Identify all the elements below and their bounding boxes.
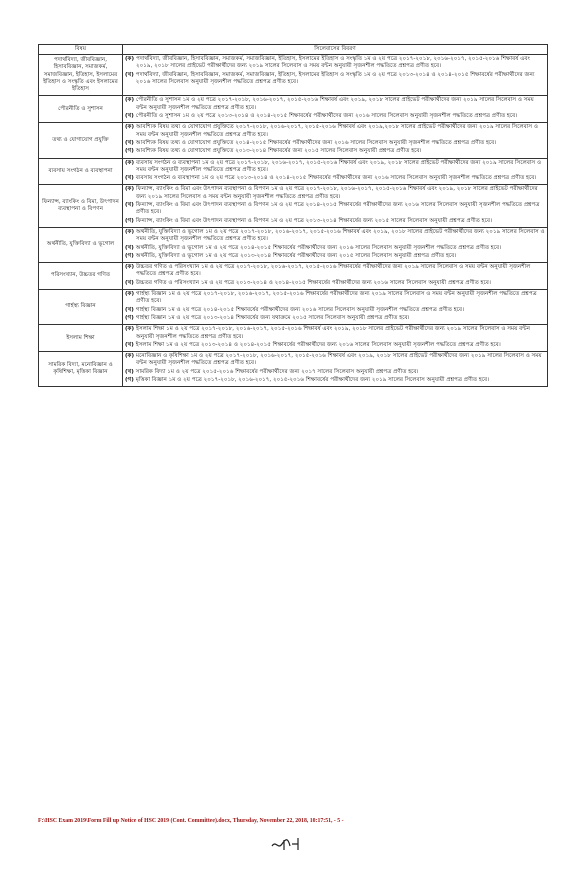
table-row xyxy=(39,185,548,227)
syllabus-item xyxy=(125,253,545,260)
item-label: (ক) xyxy=(125,97,135,104)
item-text: অর্থনীতি, যুক্তিবিদ্যা ও ভূগোল ১ম ও ২য় পত্রে ২০১৭-২০১৮, ২০১৬-২০১৭, ২০১৫-২০১৬ শিক্ষাবর্ষ এবং ২০১৯, ২০১৮ সালের প্রাইভেট পরীক্ষার্থীদের জন্য ২০১৯ সালের সিলেবাস ও সময় বন্টন অনুযায়ী সৃজনশীল পদ্ধতিতে প্রশ্নপত্র প্রণীত হবে। xyxy=(136,228,545,243)
item-label: (গ) xyxy=(125,314,134,321)
item-text: আবশ্যিক বিষয় তথ্য ও যোগাযোগ প্রযুক্তিতে ২০১৩-২০১৪ শিক্ষাবর্ষের জন্য ২০১৫ সালের সিলেবাস অনুযায়ী প্রশ্নপত্র প্রণীত হবে। xyxy=(135,148,422,155)
syllabus-item xyxy=(125,148,545,155)
subject-cell: পদার্থবিদ্যা, জীববিজ্ঞান, হিসাববিজ্ঞান, সমাজকর্ম, সমাজবিজ্ঞান, ইতিহাস, ইসলামের ইতিহাস ও সংস্কৃতি এবং ইসলামের ইতিহাস xyxy=(39,55,123,96)
item-label: (খ) xyxy=(125,71,134,78)
syllabus-details-cell xyxy=(123,325,548,352)
item-text: মনোবিজ্ঞান ও কৃষিশিক্ষা ১ম ও ২য় পত্রে ২০১৭-২০১৮, ২০১৬-২০১৭, ২০১৫-২০১৬ শিক্ষাবর্ষ এবং ২০১৯, ২০১৮ সালের প্রাইভেট পরীক্ষার্থীদের জন্য ২০১৯ সালের সিলেবাস ও সময় বন্টন অনুযায়ী সৃজনশীল পদ্ধতিতে প্রশ্নপত্র প্রণীত হবে। xyxy=(136,353,542,367)
item-text: উচ্চতর গণিত ও পরিসংখ্যান ১ম ও ২য় পত্রে ২০১৩-২০১৪ ও ২০১৪-২০১৫ শিক্ষাবর্ষের পরীক্ষার্থীদের জন্য ২০১৬ সালের সিলেবাস অনুযায়ী প্রশ্নপত্র প্রণীত হবে। xyxy=(135,279,491,286)
item-label: (গ) xyxy=(125,148,134,155)
item-text: গার্হস্থ্য বিজ্ঞান ১ম ও ২য় পত্রে ২০১৪-২০১৫ শিক্ষাবর্ষের পরীক্ষার্থীদের জন্য ২০১৬ সালের সিলেবাস অনুযায়ী সৃজনশীল পদ্ধতিতে প্রশ্নপত্র প্রণীত হবে। xyxy=(135,306,465,313)
syllabus-details-cell xyxy=(123,352,548,387)
syllabus-table xyxy=(38,44,548,387)
item-text: আবশ্যিক বিষয় তথ্য ও যোগাযোগ প্রযুক্তিতে ২০১৭-২০১৮, ২০১৬-২০১৭, ২০১৫-২০১৬ শিক্ষাবর্ষ এবং ২০১৯,২০১৮ সালের প্রাইভেট পরীক্ষার্থীদের জন্য ২০১৯ সালের সিলেবাস ও সময় বন্টন অনুযায়ী সৃজনশীল পদ্ধতিতে প্রশ্নপত্র প্রণীত হবে। xyxy=(136,124,538,138)
syllabus-item xyxy=(125,353,545,368)
item-label: (খ) xyxy=(125,139,134,146)
item-label: (খ) xyxy=(125,175,134,182)
item-text: অর্থনীতি, যুক্তিবিদ্যা ও ভূগোল ১ম ও ২য় পত্রে ২০১৩-২০১৪ শিক্ষাবর্ষের পরীক্ষার্থীদের জন্য ২০১৫ সালের সিলেবাস অনুযায়ী প্রশ্নপত্র প্রণীত হবে। xyxy=(135,252,457,259)
item-label: (গ) xyxy=(125,217,134,224)
table-row xyxy=(39,325,548,352)
subject-cell: ইসলাম শিক্ষা xyxy=(39,325,123,352)
item-label: (ক) xyxy=(125,56,135,62)
subject-cell: পৌরনীতি ও সুশাসন xyxy=(39,96,123,123)
item-text: উচ্চতর গণিত ও পরিসংখ্যান ১ম ও ২য় পত্রে ২০১৭-২০১৮, ২০১৬-২০১৭, ২০১৫-২০১৬ শিক্ষাবর্ষের পরীক্ষার্থীদের জন্য ২০১৯ সালের সিলেবাস ও সময় বন্টন অনুযায়ী সৃজনশীল পদ্ধতিতে প্রশ্নপত্র প্রণীত হবে। xyxy=(136,264,531,278)
item-text: মৃত্তিকা বিজ্ঞান ১ম ও ২য় পত্রে ২০১৭-২০১৮, ২০১৬-২০১৭, ২০১৫-২০১৬ শিক্ষাবর্ষের পরীক্ষার্থীদের জন্য ২০১৯ সালের সিলেবাস অনুযায়ী প্রশ্নপত্র প্রণীত হবে। xyxy=(135,376,490,383)
item-text: সামরিক বিদ্যা ১ম ও ২য় পত্রে ২০১৫-২০১৬ শিক্ষাবর্ষের পরীক্ষার্থীদের জন্য ২০১৭ সালের সিলেবাস অনুযায়ী প্রশ্নপত্র প্রণীত হবে। xyxy=(135,368,419,375)
item-text: আবশ্যিক বিষয় তথ্য ও যোগাযোগ প্রযুক্তিতে ২০১৪-২০১৫ শিক্ষাবর্ষের পরীক্ষার্থীদের জন্য ২০১৬ সালের সিলেবাস অনুযায়ী সৃজনশীল পদ্ধতিতে প্রশ্নপত্র প্রণীত হবে। xyxy=(135,139,497,146)
table-row xyxy=(39,290,548,325)
table-row xyxy=(39,158,548,185)
item-label: (ক) xyxy=(125,326,135,333)
syllabus-item xyxy=(125,264,545,279)
item-text: ইসলাম শিক্ষা ১ম ও ২য় পত্রে ২০১৩-২০১৪ ও ২০১৪-২০১৫ শিক্ষাবর্ষের পরীক্ষার্থীদের জন্য ২০১৬ সালের সিলেবাস অনুযায়ী সৃজনশীল পদ্ধতিতে প্রশ্নপত্র প্রণীত হবে। xyxy=(135,341,501,348)
item-label: (ক) xyxy=(125,291,135,298)
item-text: পদার্থবিদ্যা, জীববিজ্ঞান, হিসাববিজ্ঞান, সমাজকর্ম, সমাজবিজ্ঞান, ইতিহাস, ইসলামের ইতিহাস ও সংস্কৃতি ১ম ও ২য় পত্রে ২০১৭-২০১৮, ২০১৬-২০১৭, ২০১৫-২০১৬ শিক্ষাবর্ষ এবং ২০১৯, ২০১৮ সালের প্রাইভেট পরীক্ষার্থীদের জন্য ২০১৯ সালের সিলেবাস ও সময় বন্টন অনুযায়ী সৃজনশীল পদ্ধতিতে প্রশ্নপত্র প্রণীত হবে। xyxy=(136,56,530,70)
item-label: (গ) xyxy=(125,252,134,259)
item-text: ব্যবসায় সংগঠন ও ব্যবস্থাপনা ১ম ও ২য় পত্রে ২০১৩-২০১৪ ও ২০১৪-২০১৫ শিক্ষাবর্ষের পরীক্ষার্থীদের জন্য ২০১৬ সালের সিলেবাস অনুযায়ী সৃজনশীল পদ্ধতিতে প্রশ্নপত্র প্রণীত হবে। xyxy=(135,175,537,182)
syllabus-item xyxy=(125,342,545,349)
syllabus-details-cell xyxy=(123,96,548,123)
syllabus-details-cell xyxy=(123,290,548,325)
item-label: (ক) xyxy=(125,264,135,271)
syllabus-item xyxy=(125,245,545,252)
syllabus-item xyxy=(125,160,545,175)
table-row xyxy=(39,123,548,158)
signature-mark xyxy=(270,834,304,854)
item-label: (ক) xyxy=(125,186,135,193)
syllabus-item xyxy=(125,72,545,87)
syllabus-item xyxy=(125,218,545,225)
item-label: (খ) xyxy=(125,341,134,348)
subject-cell: গার্হস্থ্য বিজ্ঞান xyxy=(39,290,123,325)
syllabus-item xyxy=(125,56,545,71)
item-text: ফিন্যান্স, ব্যাংকিং ও বিমা এবং উৎপাদন ব্যবস্থাপনা ও বিপণন ১ম ও ২য় পত্রে ২০১৭-২০১৮, ২০১৬-২০১৭, ২০১৫-২০১৬ শিক্ষাবর্ষ এবং ২০১৯, ২০১৮ সালের প্রাইভেট পরীক্ষার্থীদের জন্য ২০১৯ সালের সিলেবাস ও সময় বন্টন অনুযায়ী সৃজনশীল পদ্ধতিতে প্রশ্নপত্র প্রণীত হবে। xyxy=(136,186,538,200)
syllabus-item xyxy=(125,326,545,341)
subject-column-header: বিষয় xyxy=(39,45,123,55)
subject-cell: তথ্য ও যোগাযোগ প্রযুক্তি xyxy=(39,123,123,158)
item-label: (খ) xyxy=(125,306,134,313)
item-text: গার্হস্থ্য বিজ্ঞান ১ম ও ২য় পত্রে ২০১৩-২০১৪ শিক্ষাবর্ষের জন্য যথাক্রমে ২০১৫ সালের সিলেবাস অনুযায়ী প্রশ্নপত্র প্রণীত হবে। xyxy=(135,314,410,321)
item-text: ইসলাম শিক্ষা ১ম ও ২য় পত্রে ২০১৭-২০১৮, ২০১৬-২০১৭, ২০১৫-২০১৬ শিক্ষাবর্ষ এবং ২০১৯, ২০১৮ সালের প্রাইভেট পরীক্ষার্থীদের জন্য ২০১৯ সালের সিলেবাস ও সময় বন্টন অনুযায়ী সৃজনশীল পদ্ধতিতে প্রশ্নপত্র প্রণীত হবে। xyxy=(136,326,530,340)
item-text: পৌরনীতি ও সুশাসন ১ম ও ২য় পত্রে ২০১৩-২০১৪ ও ২০১৪-২০১৫ শিক্ষাবর্ষের পরীক্ষার্থীদের জন্য ২০১৬ সালের সিলেবাস অনুযায়ী সৃজনশীল পদ্ধতিতে প্রশ্নপত্র প্রণীত হবে। xyxy=(135,113,518,120)
subject-cell: সামরিক বিদ্যা, মনোবিজ্ঞান ও কৃষিশিক্ষা, মৃত্তিকা বিজ্ঞান xyxy=(39,352,123,387)
item-label: (খ) xyxy=(125,368,134,375)
item-label: (খ) xyxy=(125,113,134,120)
table-row xyxy=(39,227,548,262)
item-label: (খ) xyxy=(125,244,134,251)
table-row xyxy=(39,352,548,387)
table-header-row xyxy=(39,45,548,55)
syllabus-details-cell xyxy=(123,263,548,290)
item-label: (খ) xyxy=(125,202,134,209)
item-label: (খ) xyxy=(125,279,134,286)
item-text: পৌরনীতি ও সুশাসন ১ম ও ২য় পত্রে ২০১৭-২০১৮, ২০১৬-২০১৭, ২০১৫-২০১৬ শিক্ষাবর্ষ এবং ২০১৯, ২০১৮ সালের প্রাইভেট পরীক্ষার্থীদের জন্য ২০১৯ সালের সিলেবাস ও সময় বন্টন অনুযায়ী সৃজনশীল পদ্ধতিতে প্রশ্নপত্র প্রণীত হবে। xyxy=(136,97,534,111)
syllabus-item xyxy=(125,229,545,244)
syllabus-item xyxy=(125,377,545,384)
item-label: (ক) xyxy=(125,353,135,360)
table-row xyxy=(39,263,548,290)
table-row xyxy=(39,55,548,96)
item-text: গার্হস্থ্য বিজ্ঞান ১ম ও ২য় পত্রে ২০১৭-২০১৮, ২০১৬-২০১৭, ২০১৫-২০১৬ শিক্ষাবর্ষের পরীক্ষার্থীদের জন্য ২০১৯ সালের সিলেবাস ও সময় বন্টন অনুযায়ী সৃজনশীল পদ্ধতিতে প্রশ্নপত্র প্রণীত হবে। xyxy=(136,291,537,305)
syllabus-item xyxy=(125,280,545,287)
syllabus-item xyxy=(125,315,545,322)
item-text: ফিন্যান্স, ব্যাংকিং ও বিমা এবং উৎপাদন ব্যবস্থাপনা ও বিপণন ১ম ও ২য় পত্রে ২০১৩-২০১৪ শিক্ষাবর্ষের জন্য ২০১৫ সালের সিলেবাস অনুযায়ী প্রশ্নপত্র প্রণীত হবে। xyxy=(135,217,492,224)
syllabus-item xyxy=(125,124,545,139)
syllabus-item xyxy=(125,140,545,147)
syllabus-details-cell xyxy=(123,55,548,96)
item-text: অর্থনীতি, যুক্তিবিদ্যা ও ভূগোল ১ম ও ২য় পত্রে ২০১৪-২০১৫ শিক্ষাবর্ষের পরীক্ষার্থীদের জন্য ২০১৬ সালের সিলেবাস অনুযায়ী সৃজনশীল পদ্ধতিতে প্রশ্নপত্র প্রণীত হবে। xyxy=(135,244,502,251)
table-row xyxy=(39,96,548,123)
syllabus-item xyxy=(125,97,545,112)
syllabus-item xyxy=(125,113,545,120)
footer-file-path: F:\HSC Exam 2019\Form Fill up Notice of HSC 2019 (Cont. Committee).docx, Thursday, November 22, 2018, 10:17:51, - 5 - xyxy=(38,818,344,824)
item-text: ফিন্যান্স, ব্যাংকিং ও বিমা এবং উৎপাদন ব্যবস্থাপনা ও বিপণন ১ম ও ২য় পত্রে ২০১৪-২০১৫ শিক্ষাবর্ষের পরীক্ষার্থীদের জন্য ২০১৬ সালের সিলেবাস অনুযায়ী সৃজনশীল পদ্ধতিতে প্রশ্নপত্র প্রণীত হবে। xyxy=(135,202,540,216)
subject-cell: অর্থনীতি, যুক্তিবিদ্যা ও ভূগোল xyxy=(39,227,123,262)
syllabus-details-cell xyxy=(123,158,548,185)
syllabus-details-cell xyxy=(123,227,548,262)
subject-cell: ফিন্যান্স, ব্যাংকিং ও বিমা, উৎপাদন ব্যবস্থাপনা ও বিপণন xyxy=(39,185,123,227)
syllabus-item xyxy=(125,186,545,201)
syllabus-item xyxy=(125,202,545,217)
syllabus-item xyxy=(125,307,545,314)
syllabus-details-cell xyxy=(123,123,548,158)
item-label: (ক) xyxy=(125,159,135,166)
syllabus-item xyxy=(125,291,545,306)
syllabus-item xyxy=(125,175,545,182)
item-label: (গ) xyxy=(125,376,134,383)
item-text: পদার্থবিদ্যা, জীববিজ্ঞান, হিসাববিজ্ঞান, সমাজকর্ম, সমাজবিজ্ঞান, ইতিহাস, ইসলামের ইতিহাস ও সংস্কৃতি ১ম ও ২য় পত্রে ২০১৩-২০১৪ ও ২০১৪-২০১৫ শিক্ষাবর্ষের পরীক্ষার্থীদের জন্য ২০১৬ সালের সিলেবাস অনুযায়ী সৃজনশীল পদ্ধতিতে প্রশ্নপত্র প্রণীত হবে। xyxy=(135,71,535,85)
item-label: (ক) xyxy=(125,228,135,235)
item-text: ব্যবসায় সংগঠন ও ব্যবস্থাপনা ১ম ও ২য় পত্রে ২০১৭-২০১৮, ২০১৬-২০১৭, ২০১৫-২০১৬ শিক্ষাবর্ষ এবং ২০১৯, ২০১৮ সালের প্রাইভেট পরীক্ষার্থীদের জন্য ২০১৯ সালের সিলেবাস ও সময় বন্টন অনুযায়ী সৃজনশীল পদ্ধতিতে প্রশ্নপত্র প্রণীত হবে। xyxy=(136,159,542,173)
syllabus-details-cell xyxy=(123,185,548,227)
subject-cell: পরিসংখ্যান, উচ্চতর গণিত xyxy=(39,263,123,290)
subject-cell: ব্যবসায় সংগঠন ও ব্যবস্থাপনা xyxy=(39,158,123,185)
syllabus-item xyxy=(125,369,545,376)
details-column-header: সিলেবাসের বিবরণ xyxy=(123,45,548,55)
item-label: (ক) xyxy=(125,124,135,131)
